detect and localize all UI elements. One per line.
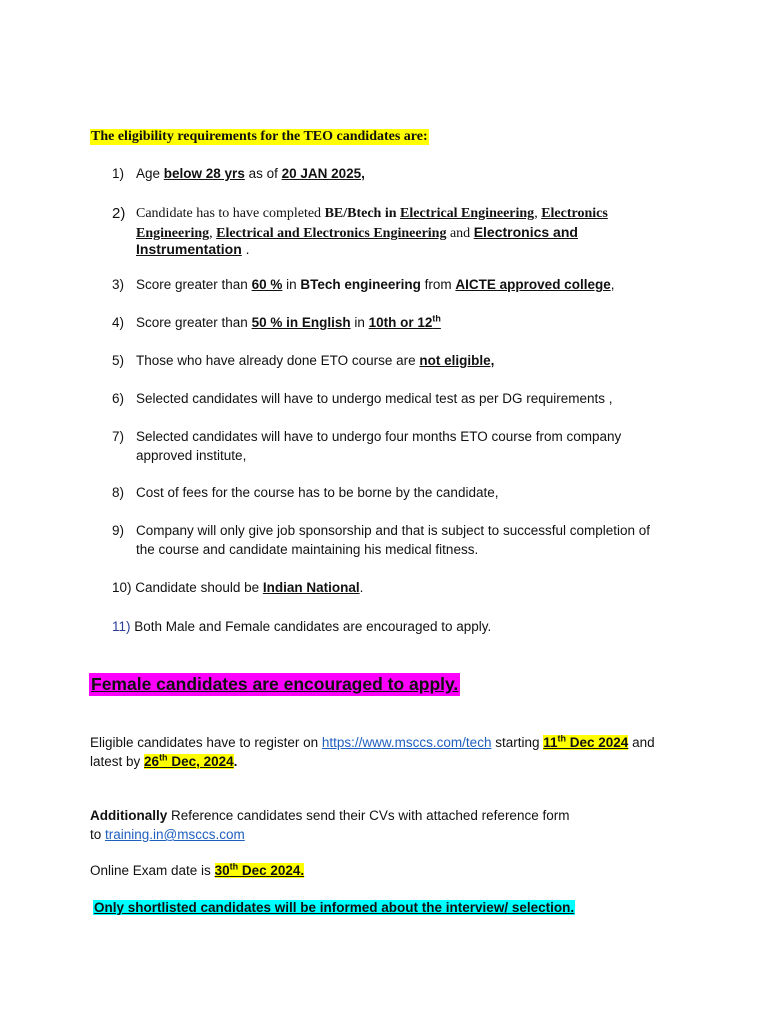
age-date: 20 JAN 2025, xyxy=(281,166,365,181)
item-number: 4) xyxy=(112,315,125,330)
item-number: 7) xyxy=(112,429,125,444)
not-eligible-text: not eligible, xyxy=(419,353,495,368)
exam-date-day: 30 xyxy=(214,863,230,878)
register-text: Eligible candidates have to register on xyxy=(90,735,322,750)
item-text: Cost of fees for the course has to be borne by the candidate, xyxy=(136,485,499,500)
age-limit: below 28 yrs xyxy=(163,166,245,181)
item-text: as of xyxy=(244,166,282,181)
register-text: . xyxy=(233,754,238,769)
discipline-electronics: Electronics xyxy=(541,206,608,221)
exam-date-rest: Dec 2024. xyxy=(238,863,305,878)
item-number: 1) xyxy=(112,166,125,181)
register-text: latest by xyxy=(90,754,145,769)
start-date-rest: Dec 2024 xyxy=(566,735,629,750)
degree-text: BE/Btech in xyxy=(324,206,401,221)
end-date-day: 26 xyxy=(144,754,160,769)
end-date-rest: Dec, 2024 xyxy=(167,754,234,769)
item-text: , xyxy=(209,226,217,241)
additional-text: Reference candidates send their CVs with attached reference form xyxy=(167,808,570,823)
item-number: 10) xyxy=(112,580,132,595)
item-text: and xyxy=(446,226,474,241)
item-text: Score greater than xyxy=(136,315,252,330)
item-text: Company will only give job sponsorship and that is subject to successful completion of xyxy=(136,523,651,538)
item-number: 9) xyxy=(112,523,125,538)
register-text: and xyxy=(628,735,655,750)
additional-line-2 xyxy=(90,827,245,842)
item-text: . xyxy=(359,580,364,595)
register-line-2 xyxy=(90,754,237,769)
exam-text: Online Exam date is xyxy=(90,863,215,878)
item-text: from xyxy=(420,277,456,292)
discipline-eee: Electrical and Electronics Engineering xyxy=(216,226,447,241)
nationality-text: Indian National xyxy=(262,580,360,595)
item-number: 2) xyxy=(112,205,126,222)
item-text: Age xyxy=(136,166,164,181)
item-number: 6) xyxy=(112,391,125,406)
item-number: 3) xyxy=(112,277,125,292)
email-link[interactable]: training.in@msccs.com xyxy=(105,827,245,842)
female-banner: Female candidates are encouraged to apply. xyxy=(91,674,459,694)
english-score: 50 % in English xyxy=(251,315,351,330)
item-number: 5) xyxy=(112,353,125,368)
item-number: 8) xyxy=(112,485,125,500)
item-text: Both Male and Female candidates are encouraged to apply. xyxy=(130,619,492,634)
item-text: in xyxy=(282,277,301,292)
item-text: Candidate has to have completed xyxy=(136,206,325,221)
item-text: Candidate should be xyxy=(131,580,263,595)
shortlist-note: Only shortlisted candidates will be informed about the interview/ selection. xyxy=(94,900,575,915)
item-text: . xyxy=(241,241,250,257)
additional-text: to xyxy=(90,827,106,842)
exam-date-line xyxy=(90,863,304,878)
item-number: 11) xyxy=(112,619,131,634)
item-text: Those who have already done ETO course are xyxy=(136,353,420,368)
item-text: Score greater than xyxy=(136,277,252,292)
score-percent: 60 % xyxy=(251,277,283,292)
discipline-electronics: Engineering xyxy=(136,226,210,241)
item-text: Selected candidates will have to undergo four months ETO course from company xyxy=(136,429,622,444)
eligibility-heading: The eligibility requirements for the TEO candidates are: xyxy=(91,129,428,144)
additionally-label: Additionally xyxy=(90,808,168,823)
register-text: starting xyxy=(491,735,544,750)
item-text: Selected candidates will have to undergo medical test as per DG requirements , xyxy=(136,391,613,406)
item-text: in xyxy=(350,315,369,330)
superscript: th xyxy=(159,752,168,763)
discipline-electrical: Electrical Engineering xyxy=(400,206,535,221)
register-line-1 xyxy=(90,735,655,750)
registration-link[interactable]: https://www.msccs.com/tech xyxy=(321,735,492,750)
discipline-ei: Electronics and xyxy=(473,224,578,240)
btech-text: BTech engineering xyxy=(300,277,421,292)
superscript: th xyxy=(229,861,239,872)
superscript: th xyxy=(557,733,567,744)
start-date-day: 11 xyxy=(543,735,558,750)
item-text: , xyxy=(610,277,615,292)
item-text: , xyxy=(534,206,542,221)
additional-line-1 xyxy=(90,808,569,823)
discipline-ei: Instrumentation xyxy=(136,241,242,257)
item-text: the course and candidate maintaining his medical fitness. xyxy=(136,542,479,557)
class-text: 10th or 12 xyxy=(368,315,433,330)
superscript: th xyxy=(432,313,441,324)
item-text: approved institute, xyxy=(136,448,247,463)
aicte-text: AICTE approved college xyxy=(455,277,611,292)
